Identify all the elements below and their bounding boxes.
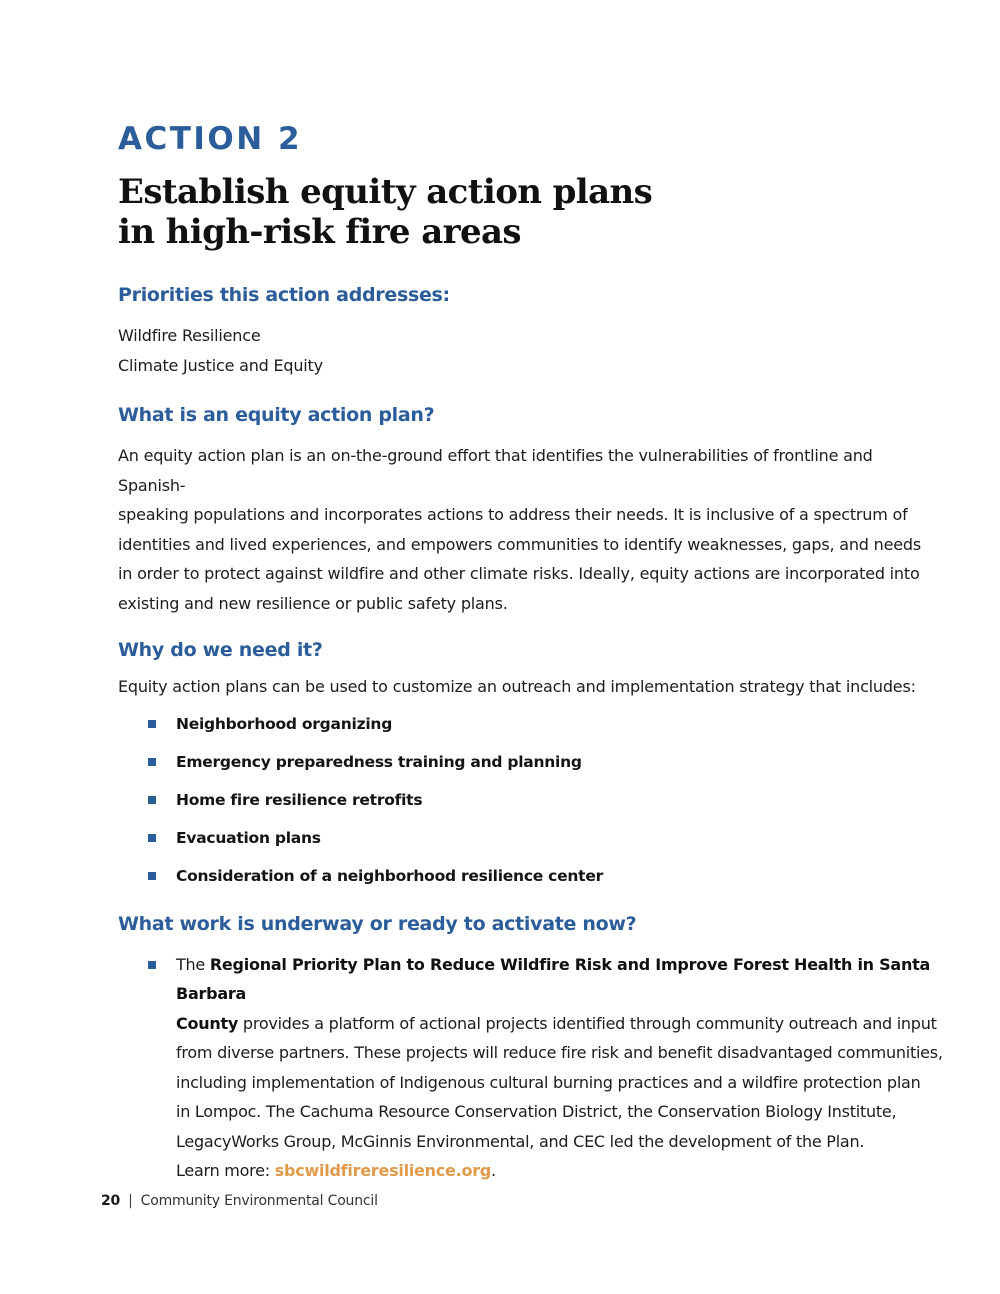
list-item <box>118 789 943 811</box>
priorities-list <box>118 321 943 381</box>
underway-line-rest: provides a platform of actional projects identified through community outreach and input <box>238 1013 937 1033</box>
paragraph-line: identities and lived experiences, and empowers communities to identify weaknesses, gaps, and needs <box>118 534 921 554</box>
square-bullet-icon <box>148 796 156 804</box>
underway-line: LegacyWorks Group, McGinnis Environmental, and CEC led the development of the Plan. <box>176 1131 865 1151</box>
paragraph-line: An equity action plan is an on-the-ground effort that identifies the vulnerabilities of frontline and Spanish- <box>118 446 873 495</box>
footer-separator: | <box>128 1193 133 1209</box>
page-number: 20 <box>101 1193 121 1209</box>
organization-name: Community Environmental Council <box>140 1193 378 1209</box>
underway-item <box>118 950 943 1186</box>
priorities-heading: Priorities this action addresses: <box>118 284 450 306</box>
page-title <box>118 172 943 252</box>
priority-item: Wildfire Resilience <box>118 326 261 345</box>
plan-name-part-2: County <box>176 1013 239 1033</box>
list-item <box>118 713 943 735</box>
underway-prefix: The <box>176 954 210 974</box>
why-intro: Equity action plans can be used to customize an outreach and implementation strategy that includes: <box>118 677 916 696</box>
what-is-heading: What is an equity action plan? <box>118 404 435 426</box>
square-bullet-icon <box>148 961 156 969</box>
square-bullet-icon <box>148 758 156 766</box>
underway-line: in Lompoc. The Cachuma Resource Conservation District, the Conservation Biology Institute, <box>176 1102 897 1121</box>
list-item <box>118 751 943 773</box>
why-bullet-list <box>118 713 943 887</box>
list-item <box>118 827 943 849</box>
what-is-paragraph <box>118 441 943 618</box>
plan-name-part-1: Regional Priority Plan to Reduce Wildfire Risk and Improve Forest Health in Santa Barbara <box>176 954 931 1003</box>
paragraph-line: in order to protect against wildfire and other climate risks. Ideally, equity actions are incorporated into <box>118 564 920 583</box>
square-bullet-icon <box>148 872 156 880</box>
bullet-text: Evacuation plans <box>176 828 321 847</box>
underway-line: including implementation of Indigenous cultural burning practices and a wildfire protection plan <box>176 1072 921 1092</box>
bullet-text: Emergency preparedness training and planning <box>176 752 582 771</box>
page-footer <box>101 1193 378 1209</box>
bullet-text: Consideration of a neighborhood resilience center <box>176 866 603 885</box>
list-item <box>118 865 943 887</box>
action-label: ACTION 2 <box>118 121 303 157</box>
title-line-1: Establish equity action plans <box>118 172 653 212</box>
priority-item: Climate Justice and Equity <box>118 356 323 375</box>
square-bullet-icon <box>148 834 156 842</box>
bullet-text: Home fire resilience retrofits <box>176 790 423 809</box>
paragraph-line: existing and new resilience or public safety plans. <box>118 593 508 613</box>
underway-line: from diverse partners. These projects will reduce fire risk and benefit disadvantaged communities, <box>176 1043 943 1062</box>
link-suffix: . <box>491 1161 496 1180</box>
paragraph-line: speaking populations and incorporates actions to address their needs. It is inclusive of a spectrum of <box>118 505 908 524</box>
underway-heading: What work is underway or ready to activate now? <box>118 912 637 935</box>
learn-more-label: Learn more: <box>176 1161 275 1180</box>
title-line-2: in high-risk fire areas <box>118 212 521 252</box>
underway-line <box>176 950 943 1009</box>
why-heading: Why do we need it? <box>118 639 323 661</box>
square-bullet-icon <box>148 720 156 728</box>
underway-line <box>176 1156 943 1186</box>
underway-line <box>176 1009 943 1039</box>
page-content <box>118 120 943 1186</box>
bullet-text: Neighborhood organizing <box>176 714 393 733</box>
website-link[interactable]: sbcwildfireresilience.org <box>274 1161 492 1180</box>
